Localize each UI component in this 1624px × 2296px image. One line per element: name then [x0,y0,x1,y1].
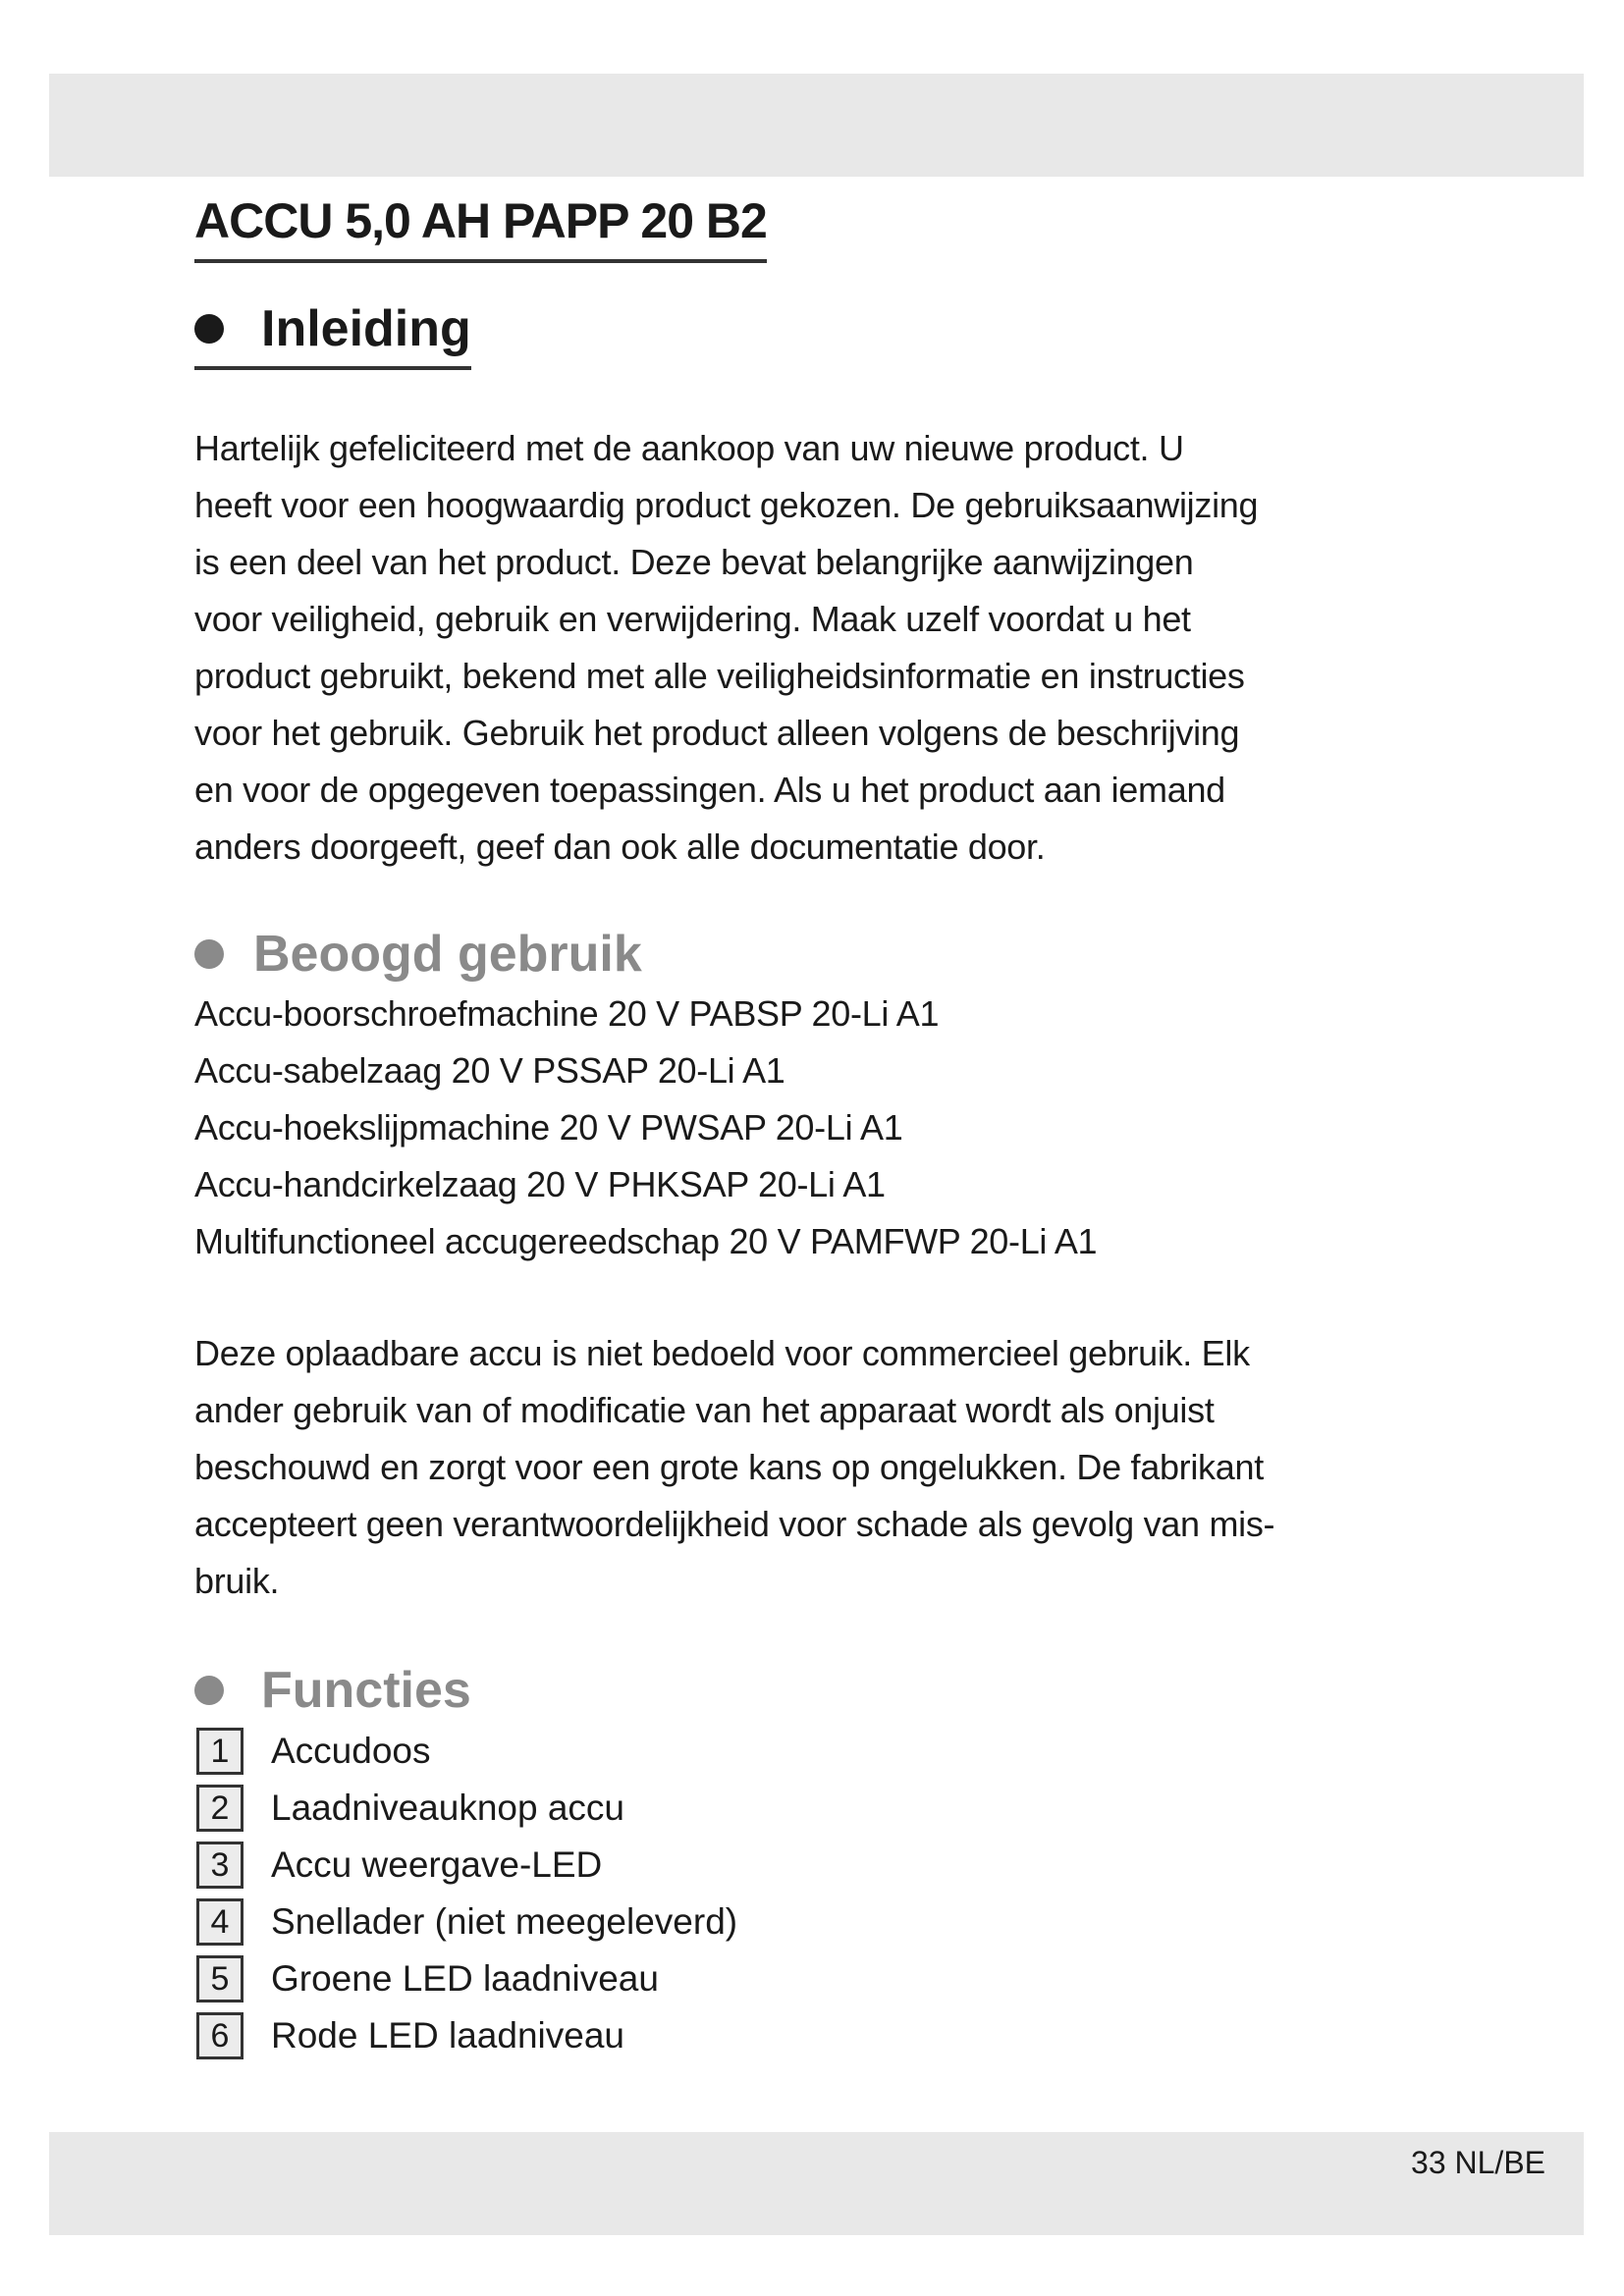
text-line: en voor de opgegeven toepassingen. Als u het product aan iemand [194,770,1225,810]
item-number: 5 [196,1955,244,2002]
function-item [196,1780,737,1837]
text-line: beschouwd en zorgt voor een grote kans op ongelukken. De fabrikant [194,1447,1264,1487]
function-item [196,1723,737,1780]
item-number: 3 [196,1842,244,1889]
item-label: Laadniveauknop accu [271,1788,625,1828]
section-heading-functions [194,1661,471,1720]
function-item [196,2007,737,2064]
function-item [196,1950,737,2007]
heading-text: Functies [261,1662,471,1719]
list-item: Accu-hoekslijpmachine 20 V PWSAP 20-Li A1 [194,1107,903,1148]
item-label: Accu weergave-LED [271,1844,603,1885]
header-band [49,74,1584,177]
functions-list [196,1723,737,2064]
heading-text: Inleiding [261,300,471,357]
text-line: Deze oplaadbare accu is niet bedoeld voor commercieel gebruik. Elk [194,1333,1250,1373]
list-item: Accu-sabelzaag 20 V PSSAP 20-Li A1 [194,1050,785,1091]
item-number: 2 [196,1785,244,1832]
text-line: voor het gebruik. Gebruik het product alleen volgens de beschrijving [194,713,1240,753]
section-heading-intended-use [194,925,642,984]
text-line: ander gebruik van of modificatie van het apparaat wordt als onjuist [194,1390,1215,1430]
document-title: ACCU 5,0 AH PAPP 20 B2 [194,192,767,263]
bullet-icon [194,1676,224,1705]
intro-paragraph [194,420,1258,876]
footer-band [49,2132,1584,2235]
function-item [196,1894,737,1950]
item-label: Accudoos [271,1731,431,1771]
bullet-icon [194,939,224,969]
text-line: Hartelijk gefeliciteerd met de aankoop van uw nieuwe product. U [194,428,1184,468]
page-number: 33 NL/BE [1411,2145,1545,2180]
item-number: 4 [196,1898,244,1946]
list-item: Multifunctioneel accugereedschap 20 V PAMFWP 20-Li A1 [194,1221,1098,1261]
text-line: heeft voor een hoogwaardig product gekozen. De gebruiksaanwijzing [194,485,1259,525]
bullet-icon [194,314,224,344]
item-label: Rode LED laadniveau [271,2015,624,2056]
text-line: bruik. [194,1561,280,1601]
text-line: anders doorgeeft, geef dan ook alle documentatie door. [194,827,1046,867]
intended-use-paragraph [194,1325,1274,1610]
text-line: product gebruikt, bekend met alle veiligheidsinformatie en instructies [194,656,1245,696]
item-number: 1 [196,1728,244,1775]
heading-text: Beoogd gebruik [253,926,642,983]
item-number: 6 [196,2012,244,2059]
section-heading-intro [194,299,471,370]
list-item: Accu-handcirkelzaag 20 V PHKSAP 20-Li A1 [194,1164,886,1204]
text-line: accepteert geen verantwoordelijkheid voor schade als gevolg van mis- [194,1504,1275,1544]
item-label: Snellader (niet meegeleverd) [271,1901,738,1942]
text-line: is een deel van het product. Deze bevat belangrijke aanwijzingen [194,542,1194,582]
function-item [196,1837,737,1894]
compatible-tools-list [194,986,1097,1270]
text-line: voor veiligheid, gebruik en verwijdering. Maak uzelf voordat u het [194,599,1191,639]
list-item: Accu-boorschroefmachine 20 V PABSP 20-Li A1 [194,993,940,1034]
item-label: Groene LED laadniveau [271,1958,659,1999]
